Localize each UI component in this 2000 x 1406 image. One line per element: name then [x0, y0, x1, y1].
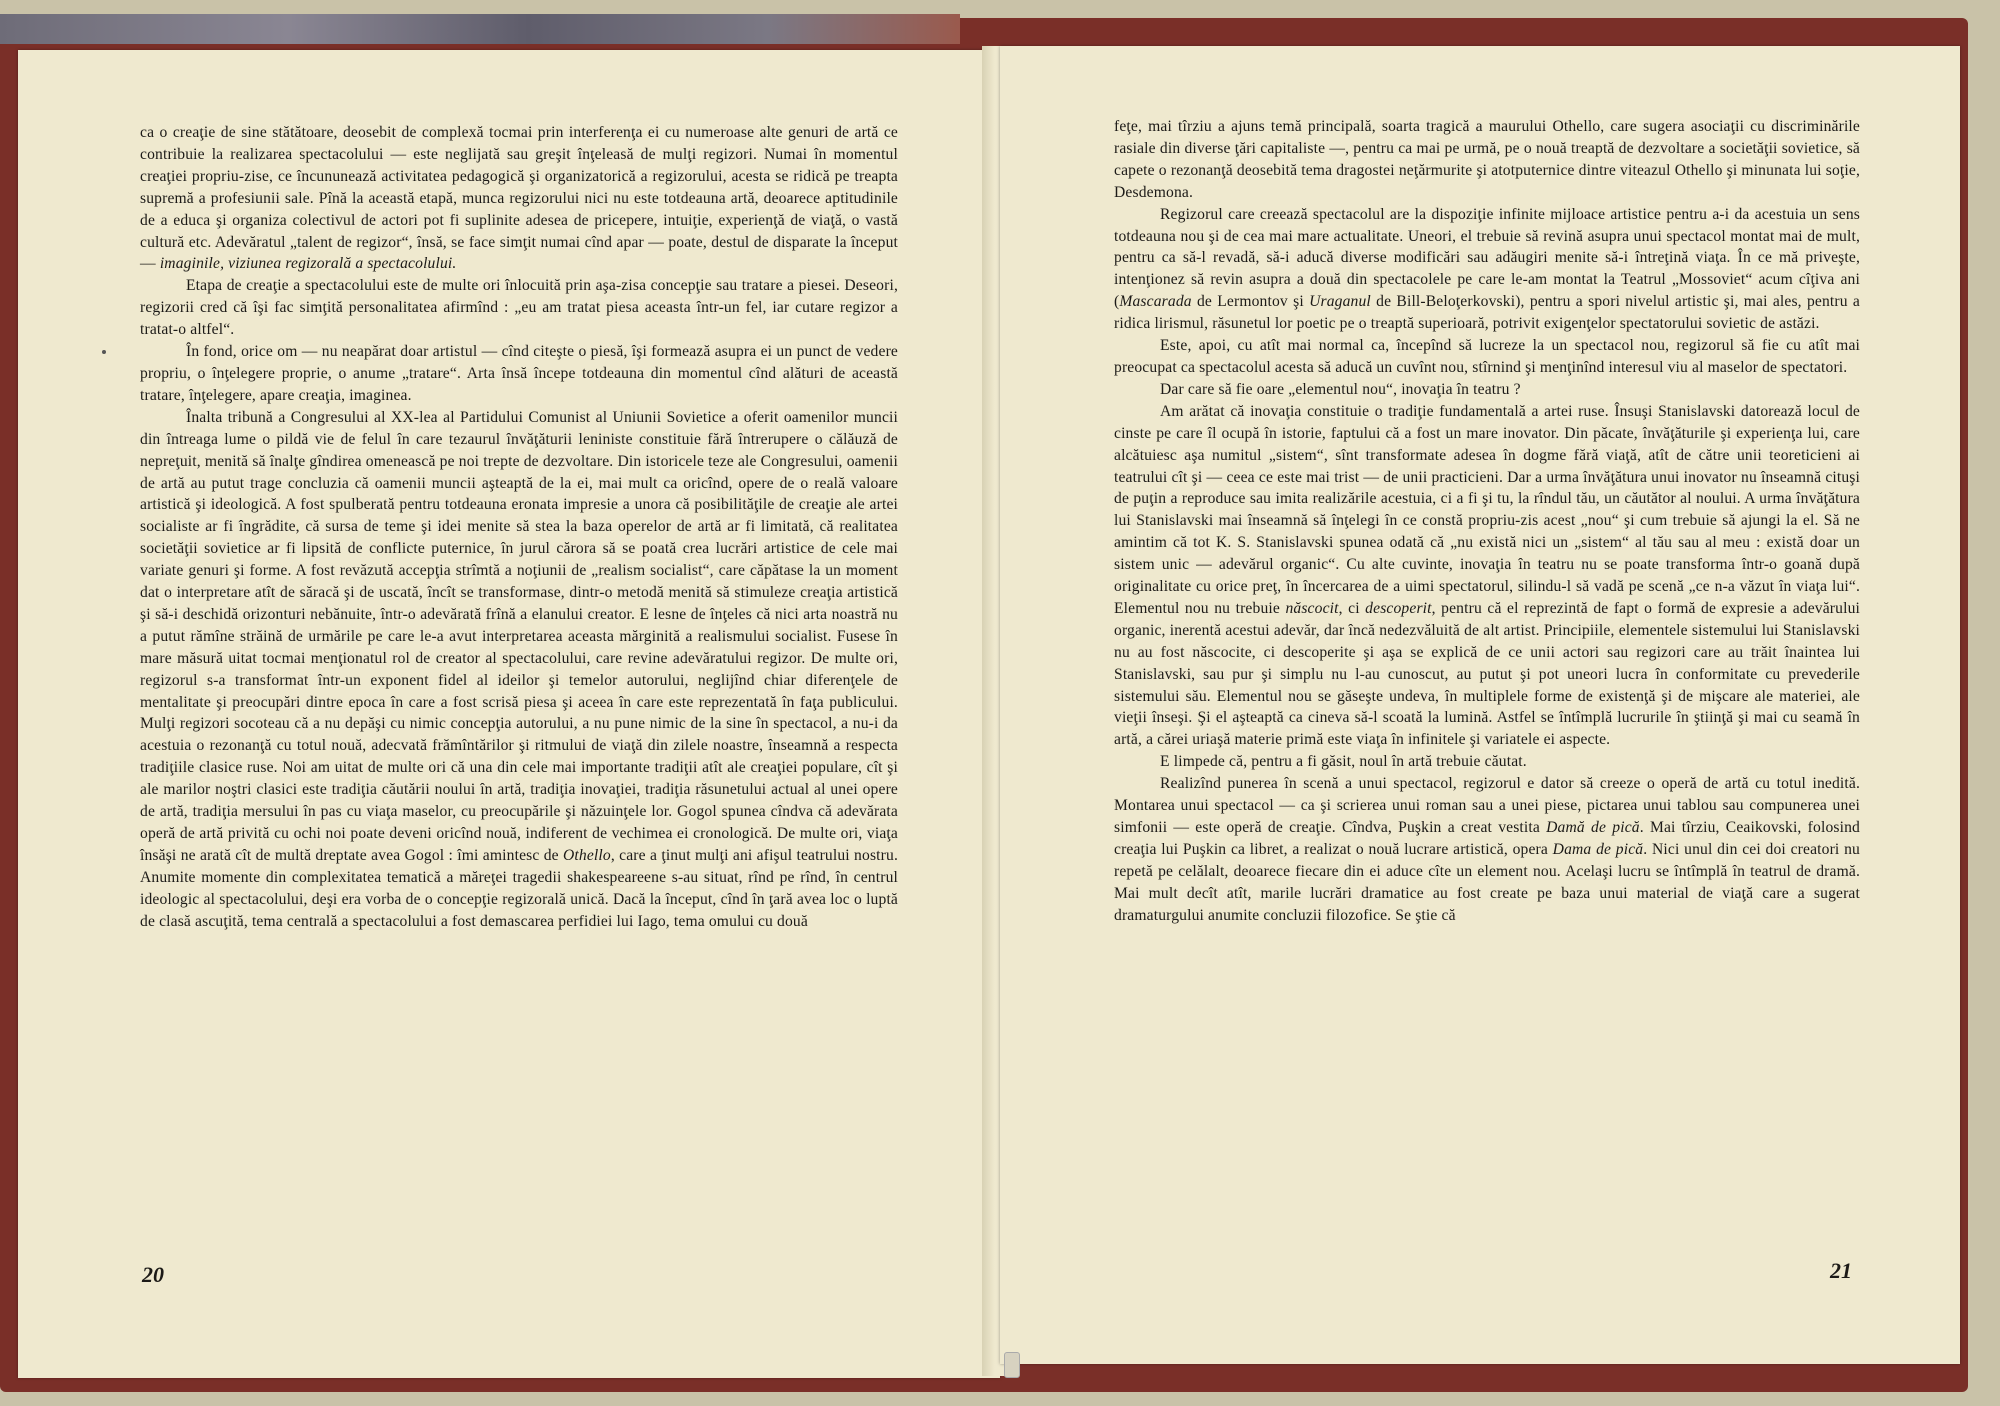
paragraph: Dar care să fie oare „elementul nou“, inovaţia în teatru ?: [1160, 380, 1521, 398]
paragraph: Este, apoi, cu atît mai normal ca, începînd să lucreze la un spectacol nou, regizorul să fie cu atît mai preocupat ca spectacolul acesta să aducă un cuvînt nou, stîrnind şi menţinînd interesul viu al maselor de spectatori.: [1114, 337, 1860, 376]
paragraph-text: Înalta tribună a Congresului al XX-lea al Partidului Comunist al Uniunii Sovietice a oferit oamenilor muncii din întreaga lume o pildă vie de felul în care tezaurul învăţăturii leniniste constituie fără întrerupere o călăuză de nepreţuit, menită să înalţe gîndirea omenească pe noi trepte de dezvoltare. Din istoricele teze ale Congresului, oamenii de artă au putut trage concluzia că oamenii muncii aşteaptă de la ei, mai mult ca oricînd, opere de o reală valoare artistică şi ideologică. A fost spulberată pentru totdeauna eronata impresie a unora că posibilităţile de creaţie ale artei socialiste ar fi îngrădite, că sursa de teme şi idei menite să stea la baza operelor de artă ar fi limitată, că realitatea societăţii sovietice ar fi lipsită de conflicte puternice, în jurul cărora să se poată crea lucrări artistice de cele mai variate genuri şi forme. A fost revăzută accepţia strîmtă a noţiunii de „realism socialist“, care căpătase la un moment dat o interpretare atît de săracă şi de uscată, încît se transformase, dintr-o metodă menită să stimuleze creaţia artistică şi să-i deschidă orizonturi nebănuite, într-o adevărată frînă a elanului creator. E lesne de înţeles că nici arta noastră nu a putut rămîne străină de urmările pe care le-a avut interpretarea aceasta mărginită a realismului socialist. Fusese în mare măsură uitat tocmai menţionatul rol de creator al spectacolului, care revine adevăratului regizor. De multe ori, regizorul s-a transformat într-un exponent fidel al ideilor şi temelor autorului, neglijînd chiar diferenţele de mentalitate şi preocupări dintre epoca în care a fost scrisă piesa şi aceea în care este reprezentată în faţa publicului. Mulţi regizori socoteau că a nu depăşi cu nimic concepţia autorului, a nu pune nimic de la sine în spectacol, a nu-i da acestuia o rezonanţă cu totul nouă, adecvată frămîntărilor şi ritmului de viaţă din zilele noastre, înseamnă a respecta tradiţiile clasice ruse. Noi am uitat de multe ori că una din cele mai importante tradiţii atît ale creaţiei populare, cît şi ale marilor noştri clasici este tradiţia căutării noului în artă, tradiţia inovaţiei, tradiţia răsunetului actual al unei opere de artă, tradiţia mersului în pas cu viaţa maselor, cu preocupările şi năzuinţele lor. Gogol spunea cîndva că adevărata operă de artă privită cu ochi noi poate deveni oricînd nouă, indiferent de vechimea ei cronologică. De multe ori, viaţa însăşi ne arată cît de multă dreptate avea Gogol : îmi amintesc de: [140, 408, 898, 864]
italic-title: Dama de pică: [1552, 840, 1644, 858]
paragraph: [1114, 773, 1860, 926]
italic-word: descoperit: [1365, 599, 1432, 617]
right-page: [1000, 46, 1960, 1364]
left-page-text: [140, 122, 898, 933]
left-page: [18, 50, 1000, 1378]
paragraph-text: Am arătat că inovaţia constituie o tradiţie fundamentală a artei ruse. Însuşi Stanislavski datorează locul de cinste pe care îl ocupă în istorie, faptului că a fost un mare inovator. Din păcate, învăţăturile şi experienţa lui, care alcătuiesc aşa numitul „sistem“, sînt transformate adesea în dogme fără viaţă, atît de către unii teoreticieni ai teatrului cît şi — ceea ce este mai trist — de unii practicieni. Dar a urma învăţătura unui inovator nu înseamnă cituşi de puţin a reproduce sau imita realizările acestuia, ci a fi şi tu, la rîndul tău, un căutător al noului. A urma învăţătura lui Stanislavski mai înseamnă să înţelegi în ce constă propriu-zis acest „nou“ şi cum trebuie să ajungi la el. Să ne amintim că tot K. S. Stanislavski spunea odată că „nu există nici un „sistem“ al tău sau al meu : există doar un sistem unic — adevărul organic“. Cu alte cuvinte, inovaţia în teatru nu se poate transforma într-o goană după originalitate cu orice preţ, în încercarea de a uimi spectatorul, silindu-l să vadă pe scenă „ce n-a văzut în viaţa lui“. Elementul nou nu trebuie: [1114, 402, 1860, 617]
italic-word: născocit: [1285, 599, 1339, 617]
paragraph-text: Realizînd punerea în scenă a unui spectacol, regizorul e dator să creeze o operă de artă cu totul inedită. Montarea unui spectacol — ca şi scrierea unui roman sau a unei piese, pictarea unui tablou sau compunerea unei simfonii — este operă de creaţie. Cîndva, Puşkin a creat vestita: [1114, 775, 1860, 836]
paragraph-text: Regizorul care creează spectacolul are la dispoziţie infinite mijloace artistice pentru a-i da acestuia un sens totdeauna nou şi de cea mai mare actualitate. Uneori, el trebuie să revină asupra unui spectacol montat mai de mult, pentru ca să-l revadă, să-i aducă diverse modificări sau adăugiri menite să-i întreţină viaţa. În ce mă priveşte, intenţionez să revin asupra a două din spectacolele pe care le-am montat la Teatrul „Mossoviet“ acum cîţiva ani (: [1114, 205, 1860, 311]
paragraph: feţe, mai tîrziu a ajuns temă principală, soarta tragică a maurului Othello, care sugera asociaţii cu discriminările rasiale din diverse ţări capitaliste —, pentru ca mai pe urmă, pe o nouă treaptă de dezvoltare a societăţii sovietice, să capete o rezonanţă deosebită tema dragostei neţărmurite şi atotputernice dintre viteazul Othello şi minunata lui soţie, Desdemona.: [1114, 118, 1860, 201]
paragraph: [1114, 401, 1860, 752]
page-number-right: 21: [1830, 1258, 1852, 1283]
paragraph-text: . Mai tîrziu, Ceaikovski, folosind creaţia lui Puşkin ca libret, a realizat o nouă lucrare artistică, opera: [1114, 819, 1860, 858]
paragraph: Etapa de creaţie a spectacolului este de multe ori înlocuită prin aşa-zisa concepţie sau tratare a piesei. Deseori, regizorii cred că îşi fac simţită personalitatea afirmînd : „eu am tratat piesa aceasta într-un fel, iar cutare regizor a tratat-o altfel“.: [140, 277, 898, 339]
paragraph: În fond, orice om — nu neapărat doar artistul — cînd citeşte o piesă, îşi formează asupra ei un punct de vedere propriu, o înţelegere proprie, o anume „tratare“. Arta însă începe totdeauna din momentul cînd alături de această tratare, înţelegere, apare creaţia, imaginea.: [140, 343, 898, 404]
italic-phrase: imaginile, viziunea regizorală a spectacolului.: [159, 255, 457, 273]
paragraph: E limpede că, pentru a fi găsit, noul în artă trebuie căutat.: [1160, 753, 1527, 771]
paragraph-text: , care a ţinut mulţi ani afişul teatrului nostru. Anumite momente din complexitatea tematică a măreţei tragedii shakespeareene s-au situat, rînd pe rînd, în centrul ideologic al spectacolului, deşi era vorba de o concepţie regizorală unică. Dacă la început, cînd în ţară avea loc o luptă de clasă ascuţită, tema centrală a spectacolului a fost demascarea perfidiei lui Iago, tema omului cu două: [140, 846, 898, 930]
paragraph: [1114, 204, 1860, 335]
italic-title: Othello: [563, 846, 611, 864]
paragraph-text: , pentru că el reprezintă de fapt o formă de expresie a adevărului organic, inerentă acestui adevăr, dar încă nedezvăluită de alt artist. Principiile, elementele sistemului lui Stanislavski nu au fost născocite, ci descoperite şi aşa se explică de ce unii actori sau regizori care au trăit înaintea lui Stanislavski, sau pur şi simplu nu l-au cunoscut, au putut şi pot uneori lucra în conformitate cu prevederile sistemului său. Elementul nou se găseşte undeva, în multiplele forme de existenţă şi de mişcare ale materiei, ale vieţii înseşi. Şi el aşteaptă ca cineva să-l scoată la lumină. Astfel se întîmplă lucrurile în ştiinţă şi mai cu seamă în artă, a cărei uriaşă materie primă este viaţa în infinitele şi variatele ei aspecte.: [1114, 599, 1861, 749]
paragraph-text: de Lermontov şi: [1191, 293, 1310, 311]
paragraph-text: ca o creaţie de sine stătătoare, deosebit de complexă tocmai prin interferenţa ei cu numeroase alte genuri de artă ce contribuie la realizarea spectacolului — este neglijată sau greşit înţeleasă de mulţi regizori. Numai în momentul creaţiei propriu-zise, ce încununează activitatea pedagogică şi organizatorică a regizorului, acesta se ridică pe treapta supremă a profesiunii sale. Pînă la această etapă, munca regizorului nici nu este totdeauna artă, deoarece aptitudinile de a educa şi organiza colectivul de actori pot fi suplinite adesea de pricepere, intuiţie, experienţă de viaţă, o vastă cultură etc. Adevăratul „talent de regizor“, însă, se face simţit numai cînd apar — poate, destul de disparate la început —: [140, 124, 898, 273]
spine-clip: [1004, 1352, 1020, 1378]
margin-speck: [102, 350, 106, 354]
right-page-text: [1114, 116, 1860, 927]
italic-title: Uraganul: [1309, 293, 1371, 311]
cover-marble-edge: [0, 14, 960, 44]
paragraph-text: , ci: [1338, 599, 1366, 617]
italic-title: Damă de pică: [1546, 819, 1640, 836]
paragraph: [140, 122, 898, 275]
paragraph-text: de Bill-Beloţerkovski), pentru a spori nivelul artistic şi, mai ales, pentru a ridica lirismul, răsunetul lor poetic pe o treaptă superioară, potrivit exigenţelor spectatorului sovietic de astăzi.: [1114, 293, 1860, 333]
paragraph-text: . Nici unul din cei doi creatori nu repetă pe celălalt, deoarece fiecare din ei aduce cîte un element nou. Acelaşi lucru se întîmplă în teatrul de dramă. Mai mult decît atît, marile lucrări dramatice au fost create pe baza unui material de viaţă care a sugerat dramaturgului anumite concluzii filozofice. Se ştie că: [1114, 840, 1860, 924]
italic-title: Mascarada: [1119, 293, 1192, 311]
page-number-left: 20: [142, 1262, 164, 1287]
paragraph: [140, 407, 898, 933]
